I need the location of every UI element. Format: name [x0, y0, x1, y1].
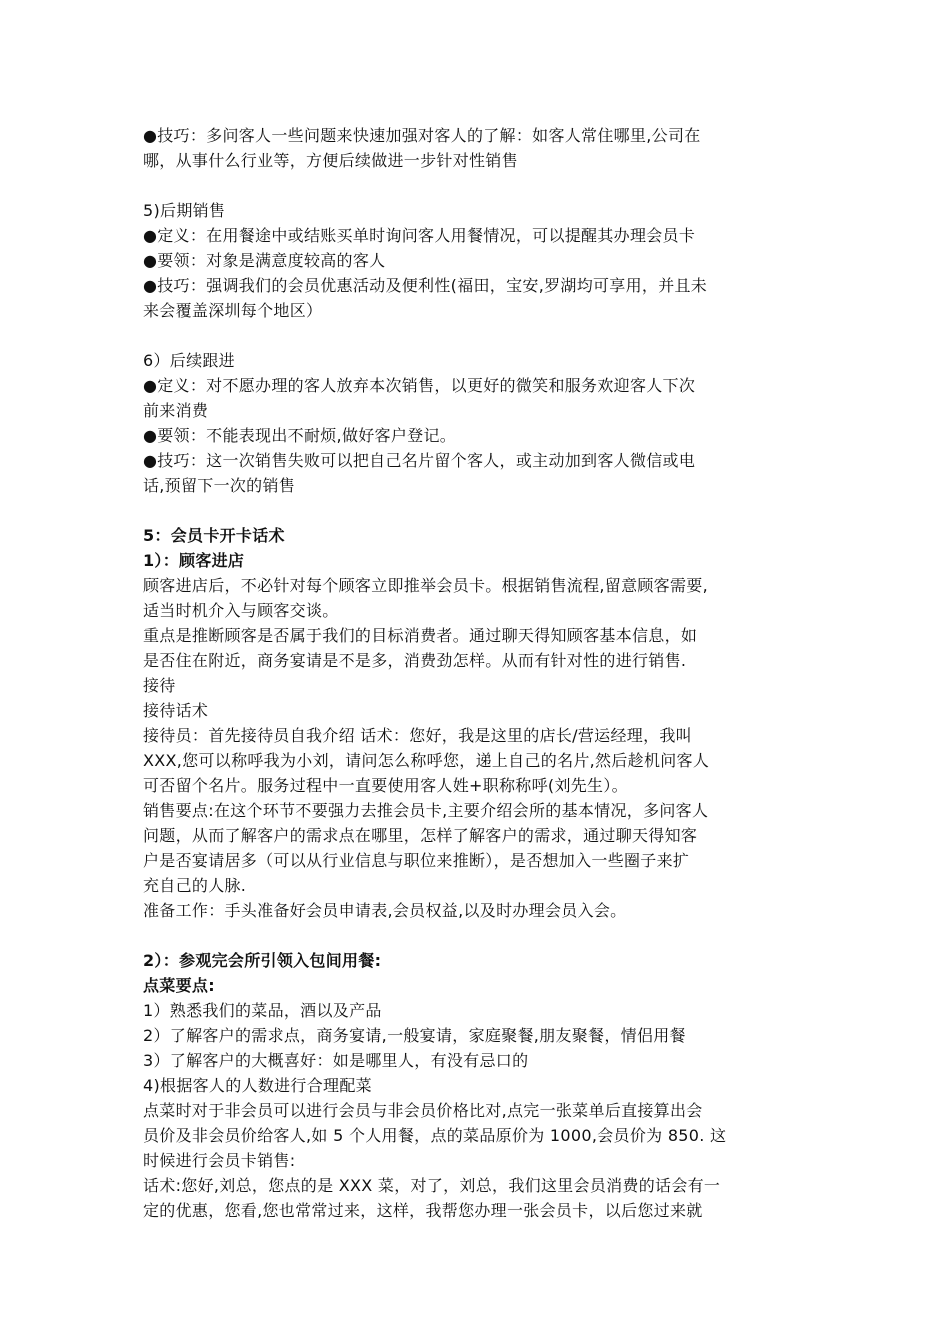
section-heading: 5：会员卡开卡话术	[143, 526, 285, 545]
text-line: 充自己的人脉.	[143, 876, 247, 895]
text-line: 准备工作：手头准备好会员申请表,会员权益,以及时办理会员入会。	[143, 901, 627, 920]
text-line: 顾客进店后，不必针对每个顾客立即推举会员卡。根据销售流程,留意顾客需要,	[143, 576, 708, 595]
text-line: 可否留个名片。服务过程中一直要使用客人姓+职称称呼(刘先生）。	[143, 776, 628, 795]
text-line: XXX,您可以称呼我为小刘，请问怎么称呼您，递上自己的名片,然后趁机问客人	[143, 751, 710, 770]
paragraph-spacer	[143, 323, 823, 348]
document-body	[143, 123, 823, 1223]
text-line: 接待员：首先接待员自我介绍 话术：您好，我是这里的店长/营运经理，我叫	[143, 726, 692, 745]
text-line: ●定义：对不愿办理的客人放弃本次销售，以更好的微笑和服务欢迎客人下次	[143, 376, 696, 395]
text-line: 4)根据客人的人数进行合理配菜	[143, 1076, 372, 1095]
text-line: 6）后续跟进	[143, 351, 235, 370]
text-line: ●要领：不能表现出不耐烦,做好客户登记。	[143, 426, 457, 445]
text-line: 接待	[143, 676, 176, 695]
text-line: 销售要点:在这个环节不要强力去推会员卡,主要介绍会所的基本情况，多问客人	[143, 801, 709, 820]
text-line: ●要领：对象是满意度较高的客人	[143, 251, 386, 270]
section-heading: 1）：顾客进店	[143, 551, 245, 570]
text-line: ●技巧：多问客人一些问题来快速加强对客人的了解：如客人常住哪里,公司在	[143, 126, 701, 145]
text-line: 重点是推断顾客是否属于我们的目标消费者。通过聊天得知顾客基本信息，如	[143, 626, 698, 645]
text-line: 户是否宴请居多（可以从行业信息与职位来推断），是否想加入一些圈子来扩	[143, 851, 690, 870]
text-line: 是否住在附近，商务宴请是不是多，消费劲怎样。从而有针对性的进行销售.	[143, 651, 687, 670]
text-line: 话术:您好,刘总，您点的是 XXX 菜，对了，刘总，我们这里会员消费的话会有一	[143, 1176, 721, 1195]
text-line: 1）熟悉我们的菜品，酒以及产品	[143, 1001, 382, 1020]
section-heading: 点菜要点:	[143, 976, 215, 995]
paragraph-spacer	[143, 923, 823, 948]
section-heading: 2）：参观完会所引领入包间用餐:	[143, 951, 382, 970]
text-line: 时候进行会员卡销售:	[143, 1151, 296, 1170]
text-line: ●技巧：强调我们的会员优惠活动及便利性(福田，宝安,罗湖均可享用，并且未	[143, 276, 708, 295]
text-line: ●定义：在用餐途中或结账买单时询问客人用餐情况，可以提醒其办理会员卡	[143, 226, 696, 245]
paragraph-spacer	[143, 173, 823, 198]
text-line: 前来消费	[143, 401, 209, 420]
text-line: 接待话术	[143, 701, 209, 720]
paragraph-spacer	[143, 498, 823, 523]
text-line: 点菜时对于非会员可以进行会员与非会员价格比对,点完一张菜单后直接算出会	[143, 1101, 703, 1120]
text-line: 适当时机介入与顾客交谈。	[143, 601, 339, 620]
text-line: 员价及非会员价给客人,如 5 个人用餐，点的菜品原价为 1000,会员价为 850. 这	[143, 1126, 727, 1145]
text-line: 哪，从事什么行业等，方便后续做进一步针对性销售	[143, 151, 518, 170]
text-line: 2）了解客户的需求点，商务宴请,一般宴请，家庭聚餐,朋友聚餐，情侣用餐	[143, 1026, 686, 1045]
text-line: 话,预留下一次的销售	[143, 476, 296, 495]
text-line: ●技巧：这一次销售失败可以把自己名片留个客人，或主动加到客人微信或电	[143, 451, 696, 470]
text-line: 来会覆盖深圳每个地区）	[143, 301, 323, 320]
text-line: 5)后期销售	[143, 201, 226, 220]
text-line: 3）了解客户的大概喜好：如是哪里人，有没有忌口的	[143, 1051, 529, 1070]
text-line: 定的优惠，您看,您也常常过来，这样，我帮您办理一张会员卡，以后您过来就	[143, 1201, 703, 1220]
text-line: 问题，从而了解客户的需求点在哪里，怎样了解客户的需求，通过聊天得知客	[143, 826, 698, 845]
